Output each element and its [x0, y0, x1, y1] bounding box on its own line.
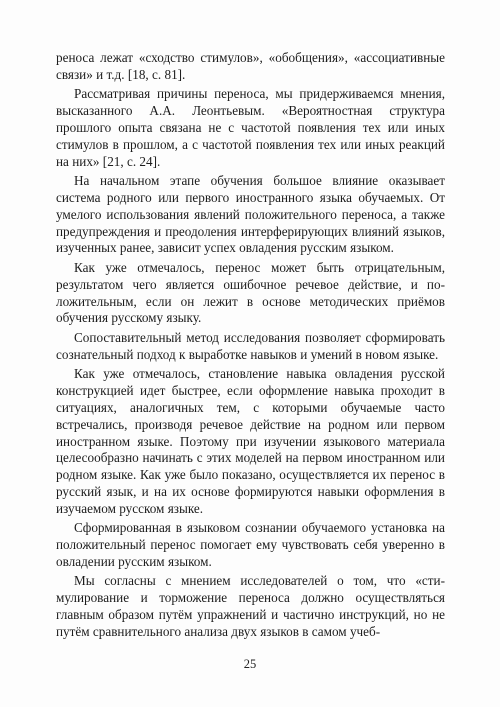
page-number: 25	[243, 657, 257, 671]
paragraph-8: Мы согласны с мнением исследователей о том, что «стимулирование и торможение переноса должно осуществляться главным образом путём упражнений и частично инструкций, но не путём сравнительного анализа двух языков в самом учеб-	[56, 573, 445, 639]
paragraph-5: Сопоставительный метод исследования позволяет сформировать сознательный подход к выработке навыков и умений в новом языке.	[56, 329, 445, 362]
paragraph-2: Рассматривая причины переноса, мы придерживаемся мнения, высказанного А.А. Леонтьевым. «Вероятностная структура прошлого опыта связана не с частотой появления тех или иных стимулов в прошлом, а с частотой появления тех или иных реакций на них» [21, с. 24].	[56, 86, 445, 169]
paragraph-7: Сформированная в языковом сознании обучаемого установка на положительный перенос помогает ему чувствовать себя уверенно в овладении русским языком.	[56, 520, 445, 570]
paragraph-6: Как уже отмечалось, становление навыка овладения русской конструкцией идет быстрее, если оформление навыка проходит в ситуациях, аналогичных тем, с которыми обучаемые часто встречались, производя речевое действие на родном или первом иностранном языке. Поэтому при изучении языкового материала целесообразно начинать с этих моделей на первом иностранном или родном языке. Как уже было показано, осуществляется их перенос в русский язык, и на их основе формируются навыки оформления в изучаемом русском языке.	[56, 366, 445, 516]
paragraph-4: Как уже отмечалось, перенос может быть отрицательным, результатом чего является ошибочное речевое действие, и положительным, если он лежит в основе методических приёмов обучения русскому языку.	[56, 259, 445, 326]
paragraph-1: реноса лежат «сходство стимулов», «обобщения», «ассоциативные связи» и т.д. [18, с. 81].	[56, 50, 445, 82]
paragraph-3: На начальном этапе обучения большое влияние оказывает система родного или первого иностранного языка обучаемых. От умелого использования явлений положительного переноса, а также предупреждения и преодоления интерферирующих влияний языков, изученных ранее, зависит успех овладения русским языком.	[56, 173, 445, 256]
body-text	[56, 50, 445, 643]
